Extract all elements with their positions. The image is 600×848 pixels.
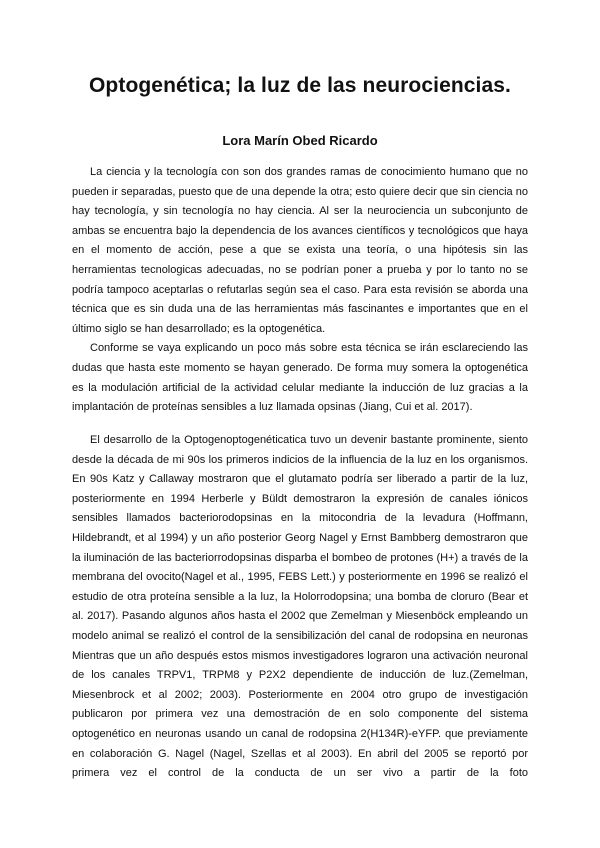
- paragraph-2: Conforme se vaya explicando un poco más sobre esta técnica se irán esclareciendo las dudas que hasta este momento se hayan generado. De forma muy somera la optogenética es la modulación artificial de la actividad celular mediante la inducción de luz gracias a la implantación de proteínas sensibles a luz llamada opsinas (Jiang, Cui et al. 2017).: [72, 342, 528, 414]
- intro-section: [72, 163, 528, 418]
- paragraph-3: El desarrollo de la Optogenoptogenéticatica tuvo un devenir bastante prominente, siento desde la década de mi 90s los primeros indicios de la influencia de la luz en los organismos. En 90s Katz y Callaway mostraron que el glutamato podría ser liberado a partir de la luz, posteriormente en 1994 Herberle y Büldt demostraron la expresión de canales iónicos sensibles llamados bacteriorodopsinas en la mitocondria de la levadura (Hoffmann, Hildebrandt, et al 1994) y un año posterior Georg Nagel y Ernst Bambberg demostraron que la iluminación de las bacteriorrodopsinas disparba el bombeo de protones (H+) a través de la membrana del ovocito(Nagel et al., 1995, FEBS Lett.) y posteriormente en 1996 se realizó el estudio de otra proteína sensible a la luz, la Holorrodopsina; una bomba de cloruro (Bear et al. 2017). Pasando algunos años hasta el 2002 que Zemelman y Miesenböck empleando un modelo animal se realizó el control de la sensibilización del canal de rodopsina en neuronas Mientras que un año después estos mismos investigadores lograron una activación neuronal de los canales TRPV1, TRPM8 y P2X2 dependiente de inducción de luz.(Zemelman, Miesenbrock et al 2002; 2003). Posteriormente en 2004 otro grupo de investigación publicaron por primera vez una demostración de en solo componente del sistema optogenético en neuronas usando un canal de rodopsina 2(H134R)-eYFP. que previamente en colaboración G. Nagel (Nagel, Szellas et al 2003). En abril del 2005 se reportó por primera vez el control de la conducta de un ser vivo a partir de la foto: [72, 434, 528, 780]
- document-title: Optogenética; la luz de las neurociencias.: [89, 74, 511, 97]
- history-section: [72, 431, 528, 784]
- document-author: Lora Marín Obed Ricardo: [222, 133, 378, 148]
- paragraph-1: La ciencia y la tecnología con son dos grandes ramas de conocimiento humano que no pueden ir separadas, puesto que de una depende la otra; esto quiere decir que sin ciencia no hay tecnología, y sin tecnología no hay ciencia. Al ser la neurociencia un subconjunto de ambas se encuentra bajo la dependencia de los avances científicos y tecnológicos que haya en el momento de acción, pese a que se exista una teoría, o una hipótesis sin las herramientas tecnologicas adecuadas, no se podrían poner a prueba y por lo tanto no se podría tampoco aceptarlas o refutarlas según sea el caso. Para esta revisión se aborda una técnica que es sin duda una de las herramientas más fascinantes e importantes que en el último siglo se han desarrollado; es la optogenética.: [72, 166, 528, 335]
